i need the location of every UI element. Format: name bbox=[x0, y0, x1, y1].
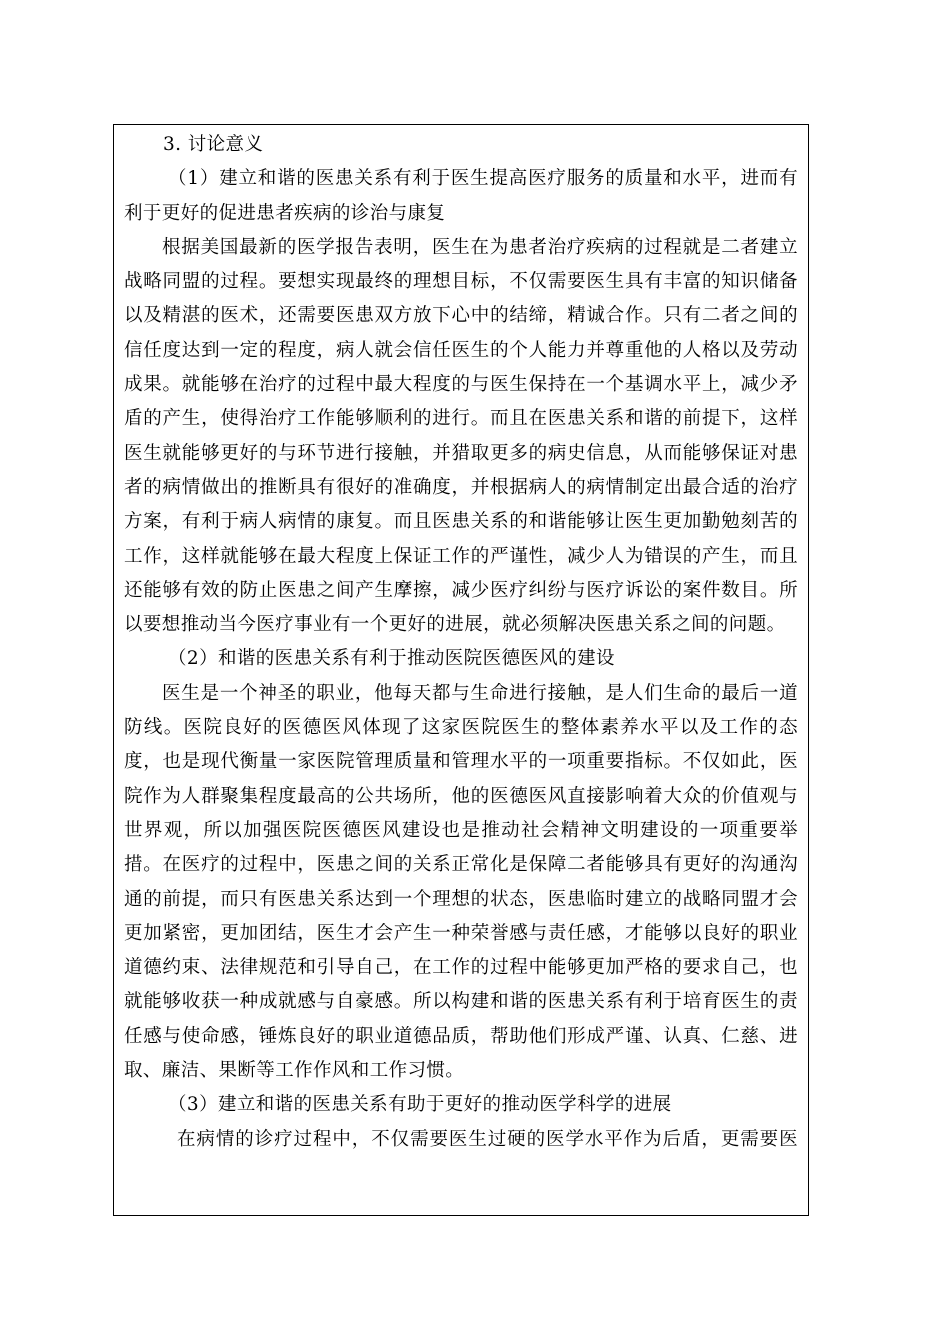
subheading-2: （2）和谐的医患关系有利于推动医院医德医风的建设 bbox=[168, 648, 615, 670]
paragraph-1-line: 方案，有利于病人病情的康复。而且医患关系的和谐能够让医生更加勤勉刻苦的 bbox=[124, 511, 798, 533]
paragraph-2-line: 度，也是现代衡量一家医院管理质量和管理水平的一项重要指标。不仅如此，医 bbox=[124, 751, 798, 773]
paragraph-2-line: 任感与使命感，锤炼良好的职业道德品质，帮助他们形成严谨、认真、仁慈、进 bbox=[124, 1025, 798, 1047]
paragraph-2-line: 就能够收获一种成就感与自豪感。所以构建和谐的医患关系有利于培育医生的责 bbox=[124, 991, 798, 1013]
paragraph-1-line: 者的病情做出的推断具有很好的准确度，并根据病人的病情制定出最合适的治疗 bbox=[124, 476, 798, 498]
paragraph-1-line: 信任度达到一定的程度，病人就会信任医生的个人能力并尊重他的人格以及劳动 bbox=[124, 339, 798, 361]
subheading-1-line-1: （1）建立和谐的医患关系有利于医生提高医疗服务的质量和水平，进而有 bbox=[168, 168, 798, 190]
paragraph-1-line: 还能够有效的防止医患之间产生摩擦，减少医疗纠纷与医疗诉讼的案件数目。所 bbox=[124, 579, 798, 601]
paragraph-1-line: 以及精湛的医术，还需要医患双方放下心中的结缔，精诚合作。只有二者之间的 bbox=[124, 305, 798, 327]
paragraph-1-line: 盾的产生，使得治疗工作能够顺利的进行。而且在医患关系和谐的前提下，这样 bbox=[124, 408, 798, 430]
paragraph-2-line: 院作为人群聚集程度最高的公共场所，他的医德医风直接影响着大众的价值观与 bbox=[124, 785, 798, 807]
subheading-1-line-2: 利于更好的促进患者疾病的诊治与康复 bbox=[124, 202, 446, 224]
paragraph-3-line: 在病情的诊疗过程中，不仅需要医生过硬的医学水平作为后盾，更需要医 bbox=[177, 1128, 798, 1150]
paragraph-1-line: 以要想推动当今医疗事业有一个更好的进展，就必须解决医患关系之间的问题。 bbox=[124, 614, 786, 636]
paragraph-1-line: 医生就能够更好的与环节进行接触，并猎取更多的病史信息，从而能够保证对患 bbox=[124, 442, 798, 464]
paragraph-1-line: 工作，这样就能够在最大程度上保证工作的严谨性，减少人为错误的产生，而且 bbox=[124, 545, 798, 567]
paragraph-2-line: 医生是一个神圣的职业，他每天都与生命进行接触，是人们生命的最后一道 bbox=[162, 682, 798, 704]
paragraph-2-line: 更加紧密，更加团结，医生才会产生一种荣誉感与责任感，才能够以良好的职业 bbox=[124, 922, 798, 944]
paragraph-2-line: 通的前提，而只有医患关系达到一个理想的状态，医患临时建立的战略同盟才会 bbox=[124, 888, 798, 910]
paragraph-2-line: 道德约束、法律规范和引导自己，在工作的过程中能够更加严格的要求自己，也 bbox=[124, 957, 798, 979]
document-body bbox=[114, 125, 808, 1157]
paragraph-1-line: 战略同盟的过程。要想实现最终的理想目标，不仅需要医生具有丰富的知识储备 bbox=[124, 271, 798, 293]
paragraph-1-line: 成果。就能够在治疗的过程中最大程度的与医生保持在一个基调水平上，减少矛 bbox=[124, 374, 798, 396]
paragraph-2-line: 世界观，所以加强医院医德医风建设也是推动社会精神文明建设的一项重要举 bbox=[124, 819, 798, 841]
paragraph-2-line: 取、廉洁、果断等工作作风和工作习惯。 bbox=[124, 1060, 465, 1082]
paragraph-1-line: 根据美国最新的医学报告表明，医生在为患者治疗疾病的过程就是二者建立 bbox=[162, 236, 798, 258]
document-frame bbox=[113, 124, 809, 1216]
paragraph-2-line: 措。在医疗的过程中，医患之间的关系正常化是保障二者能够具有更好的沟通沟 bbox=[124, 854, 798, 876]
subheading-3: （3）建立和谐的医患关系有助于更好的推动医学科学的进展 bbox=[168, 1094, 672, 1116]
section-heading: 3. 讨论意义 bbox=[163, 134, 264, 155]
paragraph-2-line: 防线。医院良好的医德医风体现了这家医院医生的整体素养水平以及工作的态 bbox=[124, 717, 798, 739]
